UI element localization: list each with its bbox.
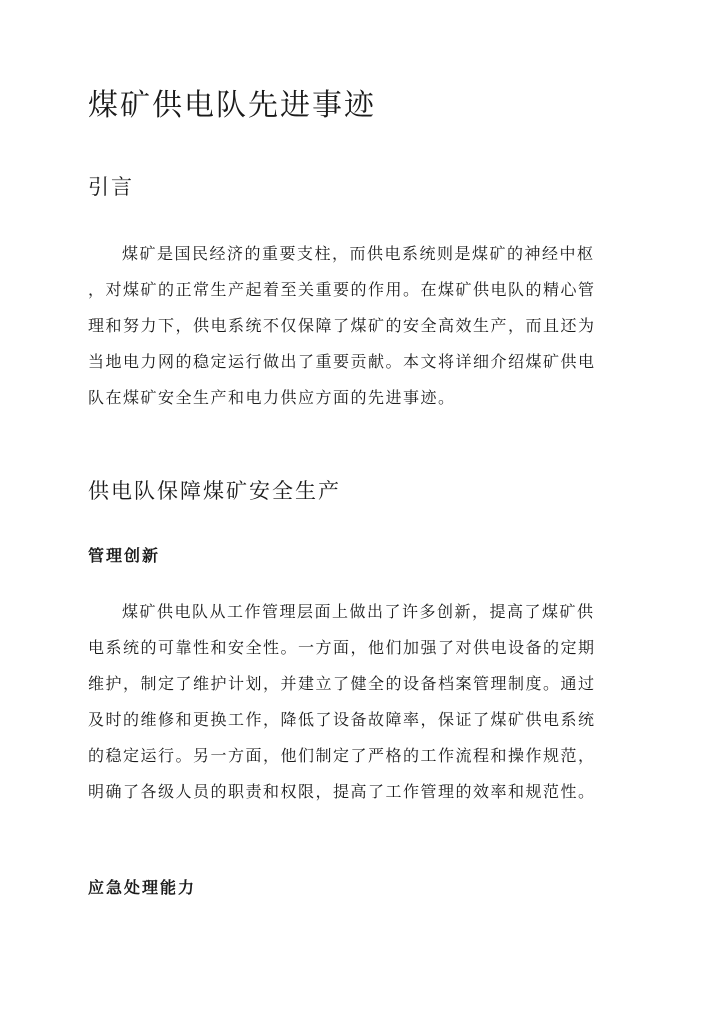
intro-paragraph [88,236,596,416]
paragraph-line: 电系统的可靠性和安全性。一方面，他们加强了对供电设备的定期 [88,638,596,657]
paragraph-line: 当地电力网的稳定运行做出了重要贡献。本文将详细介绍煤矿供电 [88,352,596,371]
paragraph-line: ，对煤矿的正常生产起着至关重要的作用。在煤矿供电队的精心管 [88,280,596,299]
paragraph-line: 的稳定运行。另一方面，他们制定了严格的工作流程和操作规范， [88,746,596,765]
page-title: 煤矿供电队先进事迹 [88,88,376,123]
paragraph-line: 煤矿供电队从工作管理层面上做出了许多创新，提高了煤矿供 [122,602,595,621]
section-heading-safety: 供电队保障煤矿安全生产 [88,479,341,503]
management-paragraph [88,594,596,810]
paragraph-line: 维护，制定了维护计划，并建立了健全的设备档案管理制度。通过 [88,674,596,693]
paragraph-line: 队在煤矿安全生产和电力供应方面的先进事迹。 [88,388,456,407]
paragraph-line: 理和努力下，供电系统不仅保障了煤矿的安全高效生产，而且还为 [88,316,596,335]
subsection-heading-emergency: 应急处理能力 [88,878,197,897]
paragraph-line: 明确了各级人员的职责和权限，提高了工作管理的效率和规范性。 [88,782,596,801]
section-heading-intro: 引言 [88,175,134,199]
paragraph-line: 煤矿是国民经济的重要支柱，而供电系统则是煤矿的神经中枢 [122,244,595,263]
paragraph-line: 及时的维修和更换工作，降低了设备故障率，保证了煤矿供电系统 [88,710,596,729]
subsection-heading-management: 管理创新 [88,546,161,565]
